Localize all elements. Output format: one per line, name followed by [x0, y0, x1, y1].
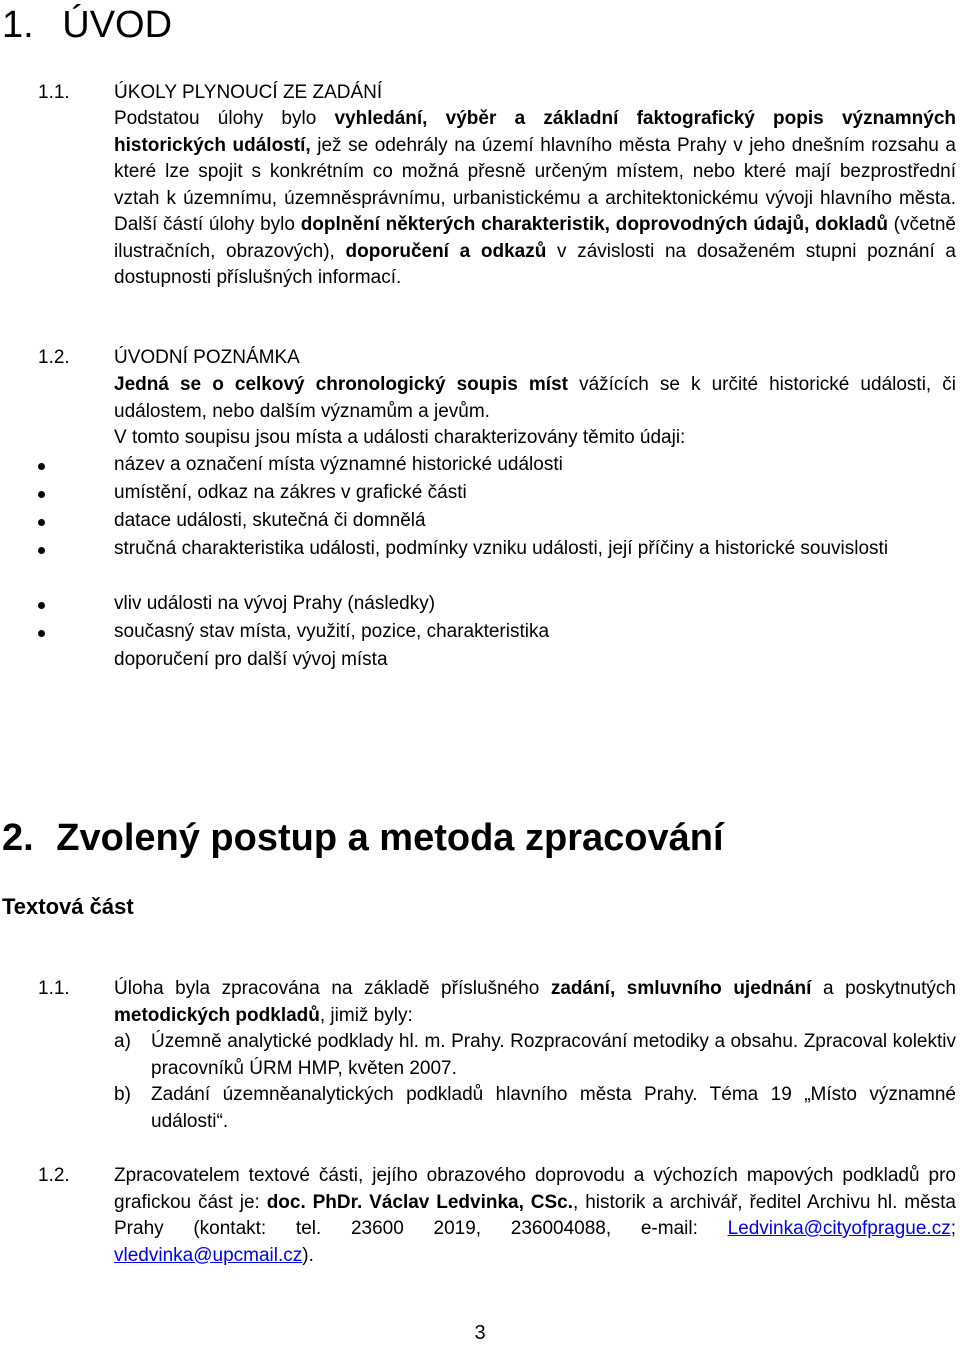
section-paragraph: V tomto soupisu jsou místa a události charakterizovány těmito údaji:	[114, 427, 686, 448]
text-run: ).	[302, 1244, 314, 1266]
list-label: a)	[114, 1031, 131, 1052]
bullet-icon	[38, 630, 45, 637]
section-paragraph	[114, 976, 956, 1029]
chapter-title: ÚVOD	[62, 4, 173, 46]
page-number: 3	[474, 1322, 486, 1344]
text-run-bold: Jedná se o celkový chronologický soupis míst	[114, 374, 568, 395]
list-item: Územně analytické podklady hl. m. Prahy. Rozpracování metodiky a obsahu. Zpracoval kolektiv pracovníků ÚRM HMP, květen 2007.	[151, 1031, 956, 1079]
text-run: , jimiž byly:	[319, 1004, 413, 1026]
text-run-bold: metodických podkladů	[114, 1004, 320, 1026]
chapter-title: Zvolený postup a metoda zpracování	[56, 817, 724, 859]
list-item: umístění, odkaz na zákres v grafické části	[114, 482, 467, 503]
chapter-heading-2	[2, 815, 724, 861]
section-title: ÚVODNÍ POZNÁMKA	[114, 347, 300, 368]
email-link[interactable]: vledvinka@upcmail.cz	[114, 1244, 303, 1266]
section-paragraph	[114, 1163, 956, 1269]
text-run-bold: doplnění některých charakteristik, doprovodných údajů, dokladů	[300, 214, 888, 235]
section-number: 1.1.	[38, 82, 70, 103]
text-run: a poskytnutých	[811, 978, 956, 999]
list-label: b)	[114, 1084, 131, 1105]
section-number: 1.1.	[38, 978, 70, 999]
text-run: ;	[950, 1218, 956, 1239]
chapter-heading-1	[2, 2, 172, 48]
list-item: Zadání územněanalytických podkladů hlavního města Prahy. Téma 19 „Místo významné události“.	[151, 1084, 956, 1132]
text-run-bold: zadání, smluvního ujednání	[550, 978, 812, 999]
subheading: Textová část	[2, 894, 134, 919]
text-run: Zpracovatelem textové části, jejího obrazového doprovodu a výchozích mapových podkladů pro grafickou část je:	[114, 1165, 956, 1213]
chapter-number: 1.	[2, 4, 34, 46]
text-run: jež se odehrály na území hlavního města Prahy v jeho dnešním rozsahu a které lze spojit s konkrétním co možná přesně určeným místem, nebo které mají bezprostřední vztah k územnímu, územněsprávnímu, urbanistickému a architektonickému vývoji hlavního města.	[114, 134, 957, 209]
text-run: , historik a archivář, ředitel Archivu hl. města Prahy (kontakt: tel. 23600 2019, 236004088, e-mail:	[114, 1191, 957, 1239]
list-item: datace události, skutečná či domnělá	[114, 510, 426, 531]
text-run-bold: doporučení a odkazů	[345, 240, 547, 262]
text-run: vážících se k určité historické události, či událostem, nebo dalším významům a jevům.	[114, 374, 956, 422]
chapter-number: 2.	[2, 817, 34, 859]
bullet-icon	[38, 602, 45, 609]
list-item: název a označení místa významné historické události	[114, 454, 563, 475]
text-run-bold: doc. PhDr. Václav Ledvinka, CSc.	[266, 1191, 574, 1213]
bullet-icon	[38, 519, 45, 526]
text-run: v závislosti na dosaženém stupni poznání a dostupnosti příslušných informací.	[114, 240, 956, 288]
text-run-bold: vyhledání, výběr a základní faktografický popis významných historických událostí,	[114, 108, 956, 156]
text-run: Další částí úlohy bylo	[114, 214, 301, 235]
email-link[interactable]: Ledvinka@cityofprague.cz	[727, 1218, 951, 1239]
list-item: doporučení pro další vývoj místa	[114, 649, 388, 670]
bullet-icon	[38, 547, 45, 554]
section-number: 1.2.	[38, 1165, 70, 1186]
section-title: ÚKOLY PLYNOUCÍ ZE ZADÁNÍ	[114, 82, 383, 103]
bullet-icon	[38, 491, 45, 498]
list-item: vliv události na vývoj Prahy (následky)	[114, 593, 436, 614]
list-item: současný stav místa, využití, pozice, charakteristika	[114, 621, 550, 642]
bullet-icon	[38, 463, 45, 470]
text-run: Podstatou úlohy bylo	[114, 108, 335, 129]
text-run: Úloha byla zpracována na základě příslušného	[114, 978, 551, 999]
section-paragraph	[114, 106, 956, 292]
section-number: 1.2.	[38, 347, 70, 368]
section-paragraph	[114, 372, 956, 425]
list-item: stručná charakteristika události, podmínky vzniku události, její příčiny a historické souvislosti	[114, 538, 889, 559]
text-run: (včetně ilustračních, obrazových),	[114, 214, 956, 262]
